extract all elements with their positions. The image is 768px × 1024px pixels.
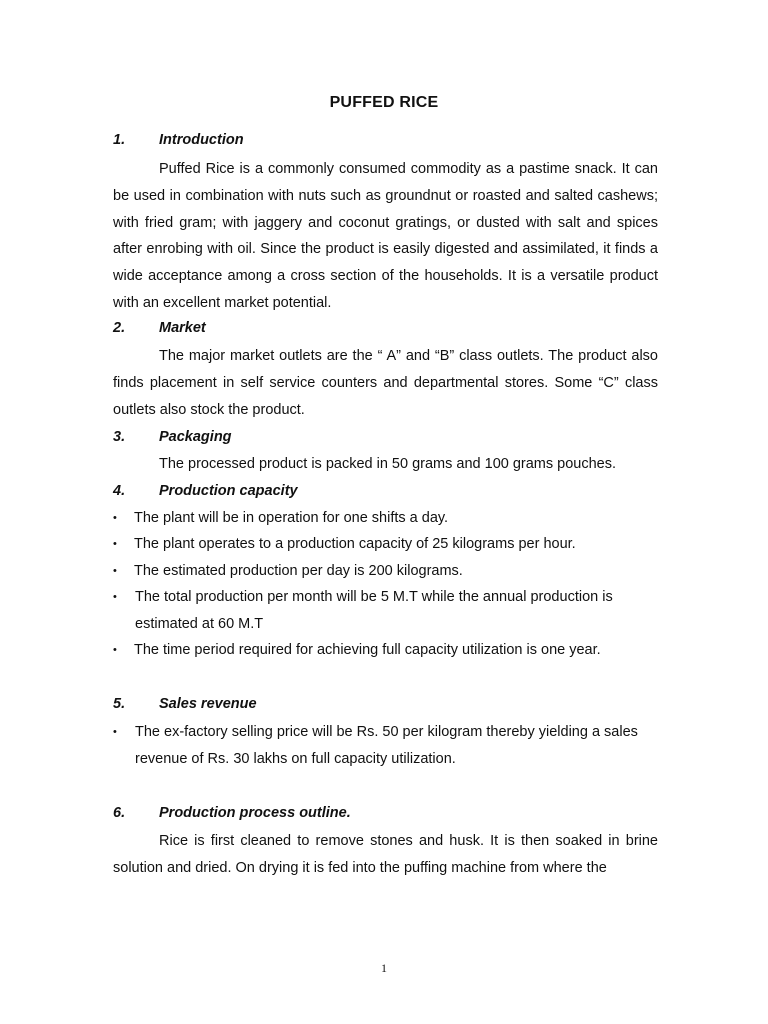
list-item-text: The ex-factory selling price will be Rs. 50 per kilogram thereby yielding a sales revenue of Rs. 30 lakhs on full capacity utilization. <box>135 724 638 767</box>
list-item <box>113 531 658 558</box>
bullet-icon: • <box>113 591 117 603</box>
section-number: 3. <box>113 429 126 445</box>
bullet-icon: • <box>113 644 117 656</box>
list-item-text: The plant operates to a production capacity of 25 kilograms per hour. <box>134 536 576 552</box>
list-item-text: The total production per month will be 5 M.T while the annual production is estimated at 60 M.T <box>135 589 613 632</box>
page-title: PUFFED RICE <box>329 94 439 111</box>
list-item <box>113 637 658 664</box>
bullet-icon: • <box>113 726 117 738</box>
section-heading-production-capacity <box>113 483 298 499</box>
list-item <box>113 719 643 773</box>
bullet-icon: • <box>113 565 117 577</box>
section-title: Production process outline. <box>159 805 351 821</box>
section-number: 1. <box>113 132 126 148</box>
section-title: Introduction <box>159 132 244 148</box>
section-number: 5. <box>113 696 126 712</box>
list-item-text: The estimated production per day is 200 kilograms. <box>134 563 463 579</box>
section-number: 4. <box>113 483 126 499</box>
section-number: 2. <box>113 320 126 336</box>
list-item-text: The time period required for achieving full capacity utilization is one year. <box>134 642 601 658</box>
section-number: 6. <box>113 805 126 821</box>
section-title: Packaging <box>159 429 232 445</box>
list-item <box>113 584 633 638</box>
list-item <box>113 505 658 532</box>
list-item-text: The plant will be in operation for one shifts a day. <box>134 510 449 526</box>
packaging-paragraph: The processed product is packed in 50 grams and 100 grams pouches. <box>159 456 617 472</box>
list-item <box>113 558 658 585</box>
introduction-paragraph: Puffed Rice is a commonly consumed commodity as a pastime snack. It can be used in combination with nuts such as groundnut or roasted and salted cashews; with fried gram; with jaggery and coconut gratings, or dusted with salt and spices after enrobing with oil. Since the product is easily digested and assimilated, it finds a wide acceptance among a cross section of the households. It is a versatile product with an excellent market potential. <box>113 161 658 311</box>
section-heading-market <box>113 320 206 336</box>
section-title: Market <box>159 320 206 336</box>
bullet-icon: • <box>113 538 117 550</box>
page-number: 1 <box>381 961 387 975</box>
section-heading-packaging <box>113 429 232 445</box>
section-heading-sales-revenue <box>113 696 257 712</box>
market-paragraph: The major market outlets are the “ A” and “B” class outlets. The product also finds placement in self service counters and departmental stores. Some “C” class outlets also stock the product. <box>113 348 658 418</box>
section-heading-production-process <box>113 805 351 821</box>
section-title: Sales revenue <box>159 696 257 712</box>
production-process-paragraph: Rice is first cleaned to remove stones and husk. It is then soaked in brine solution and dried. On drying it is fed into the puffing machine from where the <box>113 833 658 876</box>
section-heading-introduction <box>113 132 244 148</box>
section-title: Production capacity <box>159 483 298 499</box>
bullet-icon: • <box>113 512 117 524</box>
